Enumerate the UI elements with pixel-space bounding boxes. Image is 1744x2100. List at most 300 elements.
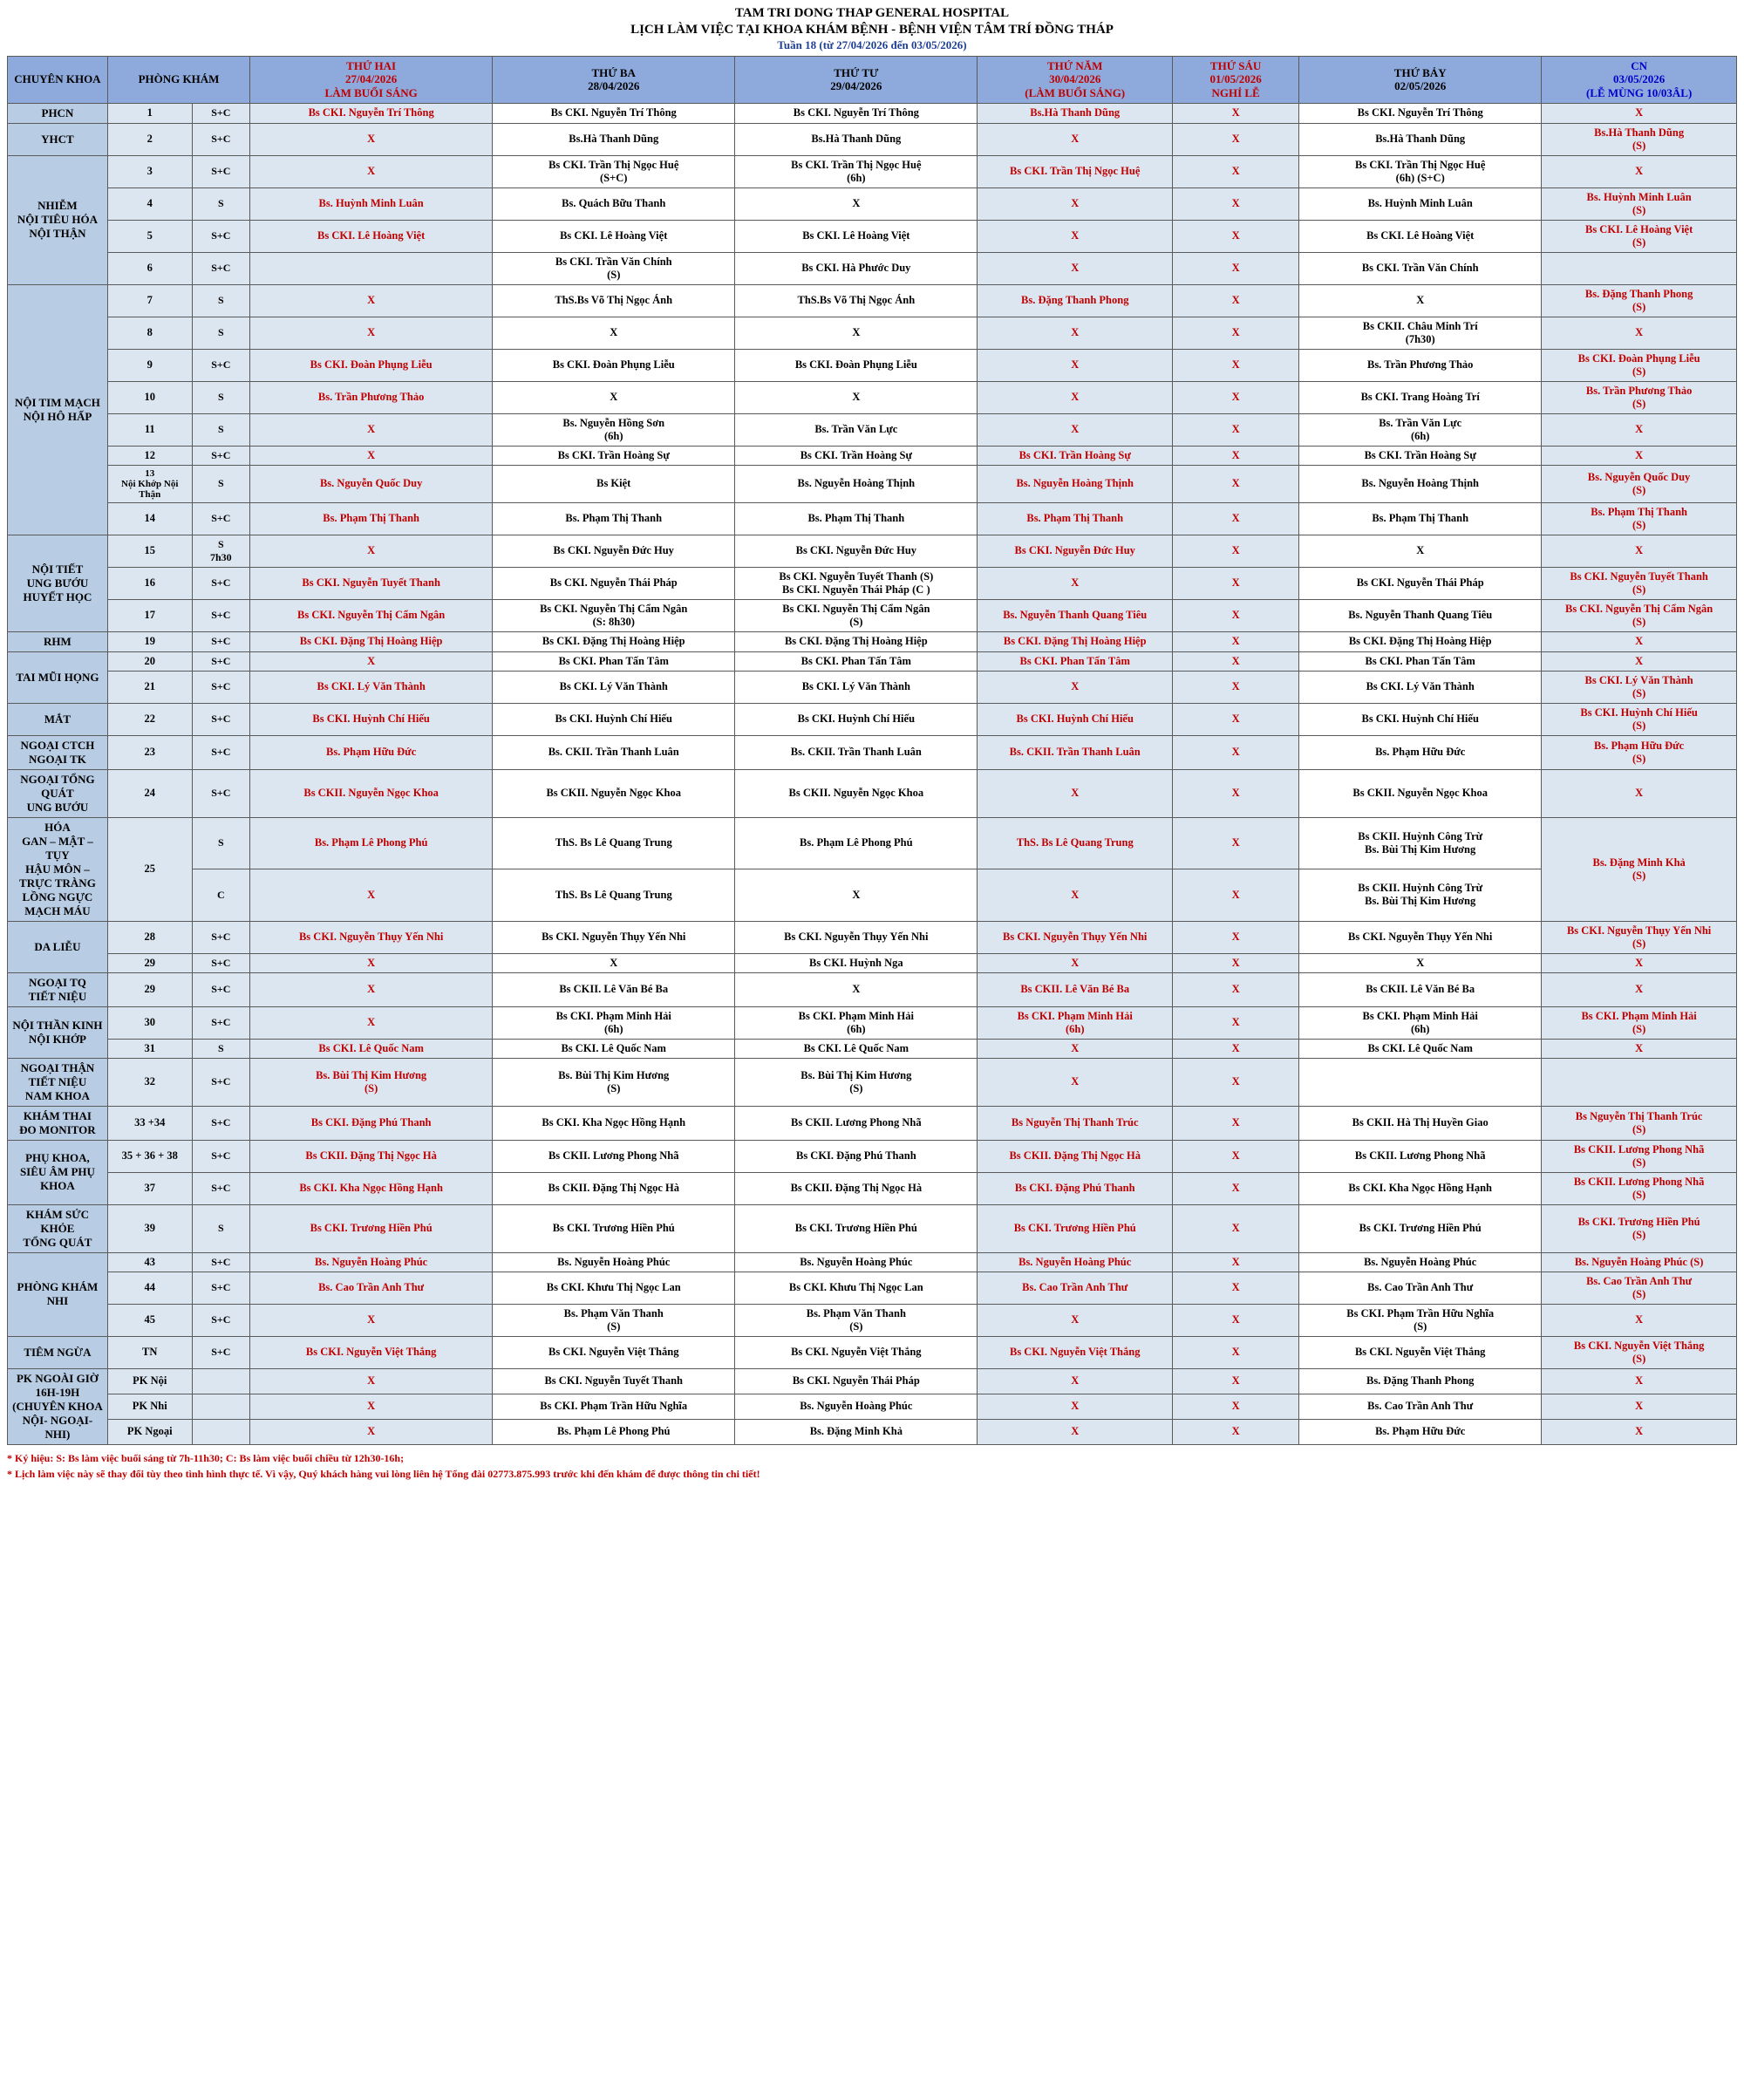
schedule-cell: Bs. Huỳnh Minh Luân — [250, 188, 493, 220]
table-row — [8, 817, 1737, 869]
schedule-cell: Bs. Phạm Thị Thanh — [1299, 502, 1542, 535]
schedule-cell: Bs. Cao Trần Anh Thư — [1299, 1272, 1542, 1304]
schedule-cell: Bs CKI. Kha Ngọc Hồng Hạnh — [250, 1172, 493, 1204]
table-row — [8, 1204, 1737, 1252]
schedule-cell: X — [1173, 631, 1299, 651]
shift-cell: S+C — [192, 769, 250, 817]
schedule-cell: Bs CKI. Nguyễn Thụy Yến Nhi — [250, 921, 493, 953]
schedule-cell: Bs CKI. Lê Hoàng Việt — [735, 220, 978, 252]
table-row — [8, 1304, 1737, 1336]
schedule-cell: Bs. Nguyễn Hoàng Phúc — [1299, 1252, 1542, 1272]
specialty-cell: TAI MŨI HỌNG — [8, 651, 108, 703]
table-row — [8, 1252, 1737, 1272]
room-cell: 2 — [107, 123, 192, 155]
note-legend: * Ký hiệu: S: Bs làm việc buổi sáng từ 7h-11h30; C: Bs làm việc buổi chiều từ 12h30-16h; — [7, 1451, 405, 1464]
table-row — [8, 188, 1737, 220]
room-cell: PK Nội — [107, 1368, 192, 1394]
table-row — [8, 349, 1737, 381]
schedule-cell: X — [1542, 413, 1737, 446]
table-row — [8, 123, 1737, 155]
table-row — [8, 413, 1737, 446]
shift-cell: S+C — [192, 1304, 250, 1336]
schedule-cell: Bs. Đặng Minh Khả (S) — [1542, 817, 1737, 921]
schedule-cell: Bs. Nguyễn Hoàng Phúc — [250, 1252, 493, 1272]
schedule-cell: X — [1542, 1394, 1737, 1419]
shift-cell: S+C — [192, 155, 250, 188]
schedule-cell: X — [1173, 1419, 1299, 1444]
room-cell: 24 — [107, 769, 192, 817]
shift-cell: S+C — [192, 651, 250, 671]
schedule-cell: Bs CKI. Lê Hoàng Việt — [493, 220, 735, 252]
schedule-cell: X — [978, 1058, 1173, 1106]
schedule-cell: Bs CKI. Nguyễn Thị Cẩm Ngân (S) — [1542, 599, 1737, 631]
schedule-cell: Bs CKI. Khưu Thị Ngọc Lan — [493, 1272, 735, 1304]
schedule-cell: X — [1542, 1304, 1737, 1336]
schedule-cell: Bs CKI. Nguyễn Thụy Yến Nhi (S) — [1542, 921, 1737, 953]
schedule-cell: X — [735, 188, 978, 220]
schedule-cell: Bs. Nguyễn Thanh Quang Tiêu — [1299, 599, 1542, 631]
table-row — [8, 735, 1737, 769]
schedule-cell: X — [1542, 1368, 1737, 1394]
specialty-cell: HÓA GAN – MẬT – TỤY HẬU MÔN – TRỰC TRÀNG LỒNG NGỰC MẠCH MÁU — [8, 817, 108, 921]
schedule-cell: Bs CKI. Lê Hoàng Việt — [1299, 220, 1542, 252]
shift-cell: S — [192, 381, 250, 413]
shift-cell: S+C — [192, 446, 250, 465]
schedule-cell: X — [1299, 953, 1542, 972]
schedule-cell: Bs CKI. Nguyễn Trí Thông — [250, 103, 493, 123]
schedule-cell: Bs CKII. Nguyễn Ngọc Khoa — [735, 769, 978, 817]
schedule-cell: X — [1173, 413, 1299, 446]
schedule-cell: Bs. Trần Phương Thảo (S) — [1542, 381, 1737, 413]
specialty-cell: MẮT — [8, 703, 108, 735]
schedule-cell: Bs CKI. Nguyễn Thụy Yến Nhi — [978, 921, 1173, 953]
schedule-cell: Bs. Đặng Thanh Phong — [978, 284, 1173, 317]
table-row — [8, 446, 1737, 465]
schedule-cell: Bs. Đặng Minh Khả — [735, 1419, 978, 1444]
schedule-cell: Bs.Hà Thanh Dũng — [735, 123, 978, 155]
schedule-cell: Bs CKI. Nguyễn Việt Thắng — [493, 1336, 735, 1368]
schedule-cell: Bs CKI. Nguyễn Thụy Yến Nhi — [493, 921, 735, 953]
room-cell: 3 — [107, 155, 192, 188]
schedule-cell: X — [978, 869, 1173, 922]
schedule-cell: X — [250, 651, 493, 671]
schedule-cell: X — [1173, 252, 1299, 284]
schedule-cell: X — [978, 1419, 1173, 1444]
table-header-row — [8, 56, 1737, 103]
schedule-cell: Bs. Trần Phương Thảo — [1299, 349, 1542, 381]
schedule-cell: Bs CKII. Nguyễn Ngọc Khoa — [250, 769, 493, 817]
schedule-cell: Bs CKI. Nguyễn Tuyết Thanh (S) Bs CKI. Nguyễn Thái Pháp (C ) — [735, 567, 978, 599]
footer-notes — [7, 1450, 1737, 1482]
schedule-cell: X — [250, 1006, 493, 1039]
schedule-cell: X — [1542, 651, 1737, 671]
table-row — [8, 567, 1737, 599]
schedule-cell: Bs CKI. Lê Quốc Nam — [1299, 1039, 1542, 1058]
schedule-cell: Bs CKI. Phạm Minh Hải (S) — [1542, 1006, 1737, 1039]
schedule-cell: Bs CKI. Phan Tấn Tâm — [735, 651, 978, 671]
schedule-cell: X — [978, 953, 1173, 972]
table-row — [8, 1172, 1737, 1204]
specialty-cell: PK NGOÀI GIỜ 16H-19H (CHUYÊN KHOA NỘI- NGOẠI- NHI) — [8, 1368, 108, 1444]
schedule-cell: X — [978, 220, 1173, 252]
shift-cell: S+C — [192, 502, 250, 535]
specialty-cell: NGOẠI TQ TIẾT NIỆU — [8, 972, 108, 1006]
schedule-cell: Bs CKI. Nguyễn Việt Thắng — [735, 1336, 978, 1368]
schedule-cell: X — [1173, 1272, 1299, 1304]
schedule-cell: Bs CKI. Phan Tấn Tâm — [493, 651, 735, 671]
schedule-cell: Bs CKI. Huỳnh Chí Hiếu — [250, 703, 493, 735]
specialty-cell: NGOẠI THẬN TIẾT NIỆU NAM KHOA — [8, 1058, 108, 1106]
document-title: LỊCH LÀM VIỆC TẠI KHOA KHÁM BỆNH - BỆNH VIỆN TÂM TRÍ ĐỒNG THÁP — [630, 22, 1114, 37]
schedule-cell: X — [493, 381, 735, 413]
schedule-cell: Bs. Phạm Hữu Đức — [1299, 1419, 1542, 1444]
schedule-cell: Bs CKI. Trương Hiền Phú — [978, 1204, 1173, 1252]
shift-cell: S+C — [192, 1106, 250, 1140]
shift-cell: S — [192, 413, 250, 446]
schedule-cell: Bs CKI. Nguyễn Thụy Yến Nhi — [1299, 921, 1542, 953]
table-row — [8, 502, 1737, 535]
schedule-cell: Bs. Phạm Thị Thanh (S) — [1542, 502, 1737, 535]
table-row — [8, 1006, 1737, 1039]
schedule-cell: Bs Kiệt — [493, 465, 735, 502]
table-row — [8, 252, 1737, 284]
schedule-cell: X — [250, 413, 493, 446]
schedule-cell: Bs CKI. Trần Hoàng Sự — [735, 446, 978, 465]
schedule-cell: Bs.Hà Thanh Dũng — [978, 103, 1173, 123]
schedule-cell: Bs. Nguyễn Quốc Duy — [250, 465, 493, 502]
table-row — [8, 599, 1737, 631]
table-row — [8, 972, 1737, 1006]
schedule-cell: X — [1173, 703, 1299, 735]
schedule-cell: Bs. Phạm Thị Thanh — [978, 502, 1173, 535]
table-row — [8, 465, 1737, 502]
schedule-cell: X — [250, 446, 493, 465]
table-row — [8, 953, 1737, 972]
schedule-cell: Bs CKI. Đoàn Phụng Liễu — [250, 349, 493, 381]
schedule-cell: X — [250, 317, 493, 349]
schedule-cell: X — [1173, 502, 1299, 535]
schedule-cell: X — [1173, 220, 1299, 252]
schedule-cell: Bs CKII. Nguyễn Ngọc Khoa — [1299, 769, 1542, 817]
room-cell: 33 +34 — [107, 1106, 192, 1140]
schedule-cell: Bs CKI. Huỳnh Chí Hiếu — [735, 703, 978, 735]
room-cell: 43 — [107, 1252, 192, 1272]
schedule-cell: X — [978, 381, 1173, 413]
schedule-cell: Bs. Phạm Thị Thanh — [250, 502, 493, 535]
col-sunday: CN 03/05/2026 (LỄ MÙNG 10/03ÂL) — [1542, 56, 1737, 103]
specialty-cell: NGOẠI CTCH NGOẠI TK — [8, 735, 108, 769]
room-cell: 12 — [107, 446, 192, 465]
schedule-cell: X — [1542, 103, 1737, 123]
schedule-cell: Bs CKI. Hà Phước Duy — [735, 252, 978, 284]
hospital-name-en: TAM TRI DONG THAP GENERAL HOSPITAL — [734, 6, 1010, 20]
shift-cell: S 7h30 — [192, 535, 250, 567]
schedule-cell: X — [1299, 535, 1542, 567]
schedule-cell: Bs. Nguyễn Hoàng Phúc — [735, 1394, 978, 1419]
schedule-cell: X — [1173, 1252, 1299, 1272]
schedule-cell: Bs CKI. Trần Thị Ngọc Huệ (6h) — [735, 155, 978, 188]
specialty-cell: NHIỄM NỘI TIÊU HÓA NỘI THẬN — [8, 155, 108, 284]
specialty-cell: TIÊM NGỪA — [8, 1336, 108, 1368]
schedule-cell: Bs CKI. Đoàn Phụng Liễu (S) — [1542, 349, 1737, 381]
room-cell: 10 — [107, 381, 192, 413]
room-cell: 22 — [107, 703, 192, 735]
specialty-cell: PHÒNG KHÁM NHI — [8, 1252, 108, 1336]
room-cell: 14 — [107, 502, 192, 535]
schedule-cell: X — [1173, 651, 1299, 671]
schedule-cell: Bs CKI. Lý Văn Thành — [1299, 671, 1542, 703]
col-room: PHÒNG KHÁM — [107, 56, 249, 103]
room-cell: 45 — [107, 1304, 192, 1336]
schedule-cell: X — [1542, 446, 1737, 465]
room-cell: 16 — [107, 567, 192, 599]
schedule-cell: Bs CKI. Phạm Minh Hải (6h) — [735, 1006, 978, 1039]
schedule-cell: Bs CKI. Trần Hoàng Sự — [978, 446, 1173, 465]
schedule-cell: Bs. Nguyễn Hoàng Phúc — [978, 1252, 1173, 1272]
schedule-cell: Bs CKI. Nguyễn Thái Pháp — [1299, 567, 1542, 599]
schedule-cell: Bs. Nguyễn Hoàng Phúc — [735, 1252, 978, 1272]
schedule-cell: X — [250, 869, 493, 922]
schedule-cell: Bs CKI. Đoàn Phụng Liễu — [493, 349, 735, 381]
room-cell: 7 — [107, 284, 192, 317]
col-specialty: CHUYÊN KHOA — [8, 56, 108, 103]
schedule-cell: X — [250, 155, 493, 188]
shift-cell: S+C — [192, 567, 250, 599]
schedule-cell: X — [978, 1368, 1173, 1394]
schedule-body — [8, 103, 1737, 1444]
room-cell: 19 — [107, 631, 192, 651]
schedule-cell: X — [250, 953, 493, 972]
shift-cell: S+C — [192, 123, 250, 155]
table-row — [8, 103, 1737, 123]
schedule-cell: X — [1542, 317, 1737, 349]
schedule-cell: Bs CKI. Phan Tấn Tâm — [1299, 651, 1542, 671]
schedule-cell: Bs. CKII. Trần Thanh Luân — [735, 735, 978, 769]
table-row — [8, 1039, 1737, 1058]
schedule-cell: X — [1173, 671, 1299, 703]
schedule-cell: Bs CKII. Lương Phong Nhã — [1299, 1140, 1542, 1172]
shift-cell: S+C — [192, 1252, 250, 1272]
schedule-cell: X — [1173, 446, 1299, 465]
schedule-cell — [1542, 1058, 1737, 1106]
schedule-cell: Bs CKI. Phạm Minh Hải (6h) — [493, 1006, 735, 1039]
schedule-cell: X — [493, 317, 735, 349]
shift-cell: S+C — [192, 921, 250, 953]
schedule-cell: Bs CKI. Đặng Thị Hoàng Hiệp — [1299, 631, 1542, 651]
schedule-cell: ThS.Bs Võ Thị Ngọc Ánh — [493, 284, 735, 317]
schedule-cell: Bs CKI. Nguyễn Thái Pháp — [493, 567, 735, 599]
table-row — [8, 651, 1737, 671]
schedule-cell: Bs. Phạm Văn Thanh (S) — [493, 1304, 735, 1336]
schedule-cell: Bs CKI. Huỳnh Nga — [735, 953, 978, 972]
schedule-cell: X — [978, 252, 1173, 284]
schedule-cell: Bs CKI. Nguyễn Tuyết Thanh (S) — [1542, 567, 1737, 599]
schedule-cell: Bs.Hà Thanh Dũng — [493, 123, 735, 155]
schedule-cell: X — [1173, 1106, 1299, 1140]
schedule-cell: X — [1542, 972, 1737, 1006]
room-cell: 8 — [107, 317, 192, 349]
schedule-cell: Bs CKI. Nguyễn Thái Pháp — [735, 1368, 978, 1394]
shift-cell: S+C — [192, 631, 250, 651]
schedule-cell: Bs CKI. Đặng Thị Hoàng Hiệp — [493, 631, 735, 651]
shift-cell: S — [192, 284, 250, 317]
schedule-cell: X — [1173, 599, 1299, 631]
schedule-cell: X — [1173, 103, 1299, 123]
room-cell: 29 — [107, 953, 192, 972]
col-saturday: THỨ BẢY 02/05/2026 — [1299, 56, 1542, 103]
schedule-cell: Bs CKI. Lê Quốc Nam — [735, 1039, 978, 1058]
specialty-cell: NGOẠI TỔNG QUÁT UNG BƯỚU — [8, 769, 108, 817]
shift-cell: S+C — [192, 1272, 250, 1304]
shift-cell: S+C — [192, 1336, 250, 1368]
schedule-cell — [1542, 252, 1737, 284]
schedule-cell: Bs CKII. Lương Phong Nhã — [493, 1140, 735, 1172]
room-cell: 39 — [107, 1204, 192, 1252]
schedule-cell: X — [1299, 284, 1542, 317]
document-header — [7, 5, 1737, 52]
schedule-cell: Bs. Cao Trần Anh Thư — [1299, 1394, 1542, 1419]
schedule-cell: Bs CKI. Huỳnh Chí Hiếu — [493, 703, 735, 735]
table-row — [8, 284, 1737, 317]
schedule-cell: Bs CKI. Phan Tấn Tâm — [978, 651, 1173, 671]
schedule-cell: ThS. Bs Lê Quang Trung — [978, 817, 1173, 869]
schedule-cell: Bs CKI. Nguyễn Đức Huy — [735, 535, 978, 567]
schedule-cell: Bs Nguyễn Thị Thanh Trúc — [978, 1106, 1173, 1140]
schedule-cell: Bs. Đặng Thanh Phong (S) — [1542, 284, 1737, 317]
schedule-cell: ThS.Bs Võ Thị Ngọc Ánh — [735, 284, 978, 317]
schedule-cell: X — [1173, 155, 1299, 188]
schedule-cell: Bs CKII. Châu Minh Trí (7h30) — [1299, 317, 1542, 349]
schedule-cell: Bs. Nguyễn Hoàng Phúc — [493, 1252, 735, 1272]
shift-cell: S+C — [192, 735, 250, 769]
room-cell: PK Ngoại — [107, 1419, 192, 1444]
specialty-cell: RHM — [8, 631, 108, 651]
col-tuesday: THỨ BA 28/04/2026 — [493, 56, 735, 103]
schedule-cell — [250, 252, 493, 284]
schedule-cell: Bs CKI. Trần Văn Chính (S) — [493, 252, 735, 284]
schedule-cell: Bs. Quách Bữu Thanh — [493, 188, 735, 220]
table-row — [8, 869, 1737, 922]
schedule-cell: Bs. Nguyễn Quốc Duy (S) — [1542, 465, 1737, 502]
specialty-cell: NỘI THẦN KINH NỘI KHỚP — [8, 1006, 108, 1058]
schedule-cell: Bs. Trần Phương Thảo — [250, 381, 493, 413]
shift-cell: S+C — [192, 252, 250, 284]
schedule-cell: X — [978, 671, 1173, 703]
schedule-table — [7, 56, 1737, 1445]
schedule-cell: Bs. Phạm Lê Phong Phú — [493, 1419, 735, 1444]
schedule-cell: Bs CKII. Đặng Thị Ngọc Hà — [978, 1140, 1173, 1172]
schedule-cell: Bs. Nguyễn Thanh Quang Tiêu — [978, 599, 1173, 631]
schedule-cell: X — [1542, 953, 1737, 972]
shift-cell: S+C — [192, 671, 250, 703]
schedule-cell: Bs. Huỳnh Minh Luân (S) — [1542, 188, 1737, 220]
schedule-cell: Bs CKII. Đặng Thị Ngọc Hà — [493, 1172, 735, 1204]
schedule-cell: X — [250, 535, 493, 567]
schedule-cell: Bs CKII. Lê Văn Bé Ba — [1299, 972, 1542, 1006]
schedule-cell: X — [1173, 1394, 1299, 1419]
schedule-cell: Bs. Phạm Hữu Đức (S) — [1542, 735, 1737, 769]
schedule-cell: Bs CKII. Đặng Thị Ngọc Hà — [250, 1140, 493, 1172]
room-cell: 5 — [107, 220, 192, 252]
room-cell: 11 — [107, 413, 192, 446]
room-cell: 28 — [107, 921, 192, 953]
schedule-cell: Bs CKI. Phạm Trần Hữu Nghĩa (S) — [1299, 1304, 1542, 1336]
shift-cell: S+C — [192, 349, 250, 381]
schedule-cell: Bs CKI. Đoàn Phụng Liễu — [735, 349, 978, 381]
room-cell: 20 — [107, 651, 192, 671]
schedule-cell: Bs. Bùi Thị Kim Hương (S) — [250, 1058, 493, 1106]
schedule-cell: Bs CKI. Trang Hoàng Trí — [1299, 381, 1542, 413]
schedule-cell: Bs. Cao Trần Anh Thư (S) — [1542, 1272, 1737, 1304]
schedule-cell: ThS. Bs Lê Quang Trung — [493, 869, 735, 922]
schedule-cell: X — [493, 953, 735, 972]
schedule-cell: Bs CKI. Lê Quốc Nam — [493, 1039, 735, 1058]
table-row — [8, 1058, 1737, 1106]
schedule-cell: X — [1173, 972, 1299, 1006]
schedule-cell: X — [1173, 567, 1299, 599]
schedule-cell: Bs. Phạm Hữu Đức — [250, 735, 493, 769]
table-row — [8, 1272, 1737, 1304]
schedule-cell: Bs CKI. Huỳnh Chí Hiếu — [1299, 703, 1542, 735]
schedule-cell: Bs CKI. Đặng Thị Hoàng Hiệp — [978, 631, 1173, 651]
schedule-cell: X — [250, 123, 493, 155]
schedule-cell: Bs. CKII. Trần Thanh Luân — [493, 735, 735, 769]
schedule-cell: Bs CKI. Lý Văn Thành — [735, 671, 978, 703]
shift-cell: S+C — [192, 953, 250, 972]
schedule-cell: Bs. Nguyễn Hoàng Thịnh — [978, 465, 1173, 502]
shift-cell: S+C — [192, 1006, 250, 1039]
schedule-cell: X — [735, 317, 978, 349]
schedule-cell: X — [1173, 1304, 1299, 1336]
shift-cell: S+C — [192, 1172, 250, 1204]
schedule-cell: Bs. Trần Văn Lực (6h) — [1299, 413, 1542, 446]
schedule-cell: Bs. Đặng Thanh Phong — [1299, 1368, 1542, 1394]
room-cell: 31 — [107, 1039, 192, 1058]
schedule-cell: Bs. CKII. Trần Thanh Luân — [978, 735, 1173, 769]
col-wednesday: THỨ TƯ 29/04/2026 — [735, 56, 978, 103]
shift-cell: S — [192, 317, 250, 349]
schedule-cell: Bs CKI. Trần Văn Chính — [1299, 252, 1542, 284]
table-row — [8, 317, 1737, 349]
schedule-cell: Bs CKI. Nguyễn Việt Thắng — [1299, 1336, 1542, 1368]
schedule-cell: Bs CKI. Lý Văn Thành (S) — [1542, 671, 1737, 703]
schedule-cell: Bs CKI. Nguyễn Trí Thông — [493, 103, 735, 123]
schedule-cell: X — [735, 381, 978, 413]
schedule-cell: Bs CKII. Huỳnh Công Trừ Bs. Bùi Thị Kim Hương — [1299, 817, 1542, 869]
schedule-cell: X — [978, 769, 1173, 817]
note-disclaimer: * Lịch làm việc này sẽ thay đổi tùy theo tình hình thực tế. Vì vậy, Quý khách hàng vui lòng liên hệ Tổng đài 02773.875.993 trước khi đến khám để được thông tin chi tiết! — [7, 1467, 760, 1480]
schedule-cell: Bs CKI. Trần Hoàng Sự — [1299, 446, 1542, 465]
shift-cell — [192, 1368, 250, 1394]
specialty-cell: DA LIỄU — [8, 921, 108, 972]
shift-cell: S — [192, 188, 250, 220]
schedule-cell: X — [978, 123, 1173, 155]
schedule-cell: Bs CKI. Trần Thị Ngọc Huệ (6h) (S+C) — [1299, 155, 1542, 188]
schedule-cell: Bs CKII. Lê Văn Bé Ba — [978, 972, 1173, 1006]
schedule-cell: Bs CKI. Đặng Thị Hoàng Hiệp — [250, 631, 493, 651]
schedule-cell: X — [978, 188, 1173, 220]
schedule-cell: Bs. Cao Trần Anh Thư — [978, 1272, 1173, 1304]
schedule-cell: Bs CKI. Lê Hoàng Việt — [250, 220, 493, 252]
specialty-cell: PHỤ KHOA, SIÊU ÂM PHỤ KHOA — [8, 1140, 108, 1204]
table-row — [8, 381, 1737, 413]
shift-cell: S — [192, 1204, 250, 1252]
schedule-cell: X — [1173, 869, 1299, 922]
schedule-cell: Bs CKI. Đặng Thị Hoàng Hiệp — [735, 631, 978, 651]
schedule-cell: X — [1173, 1368, 1299, 1394]
schedule-cell: Bs CKII. Nguyễn Ngọc Khoa — [493, 769, 735, 817]
table-row — [8, 1368, 1737, 1394]
